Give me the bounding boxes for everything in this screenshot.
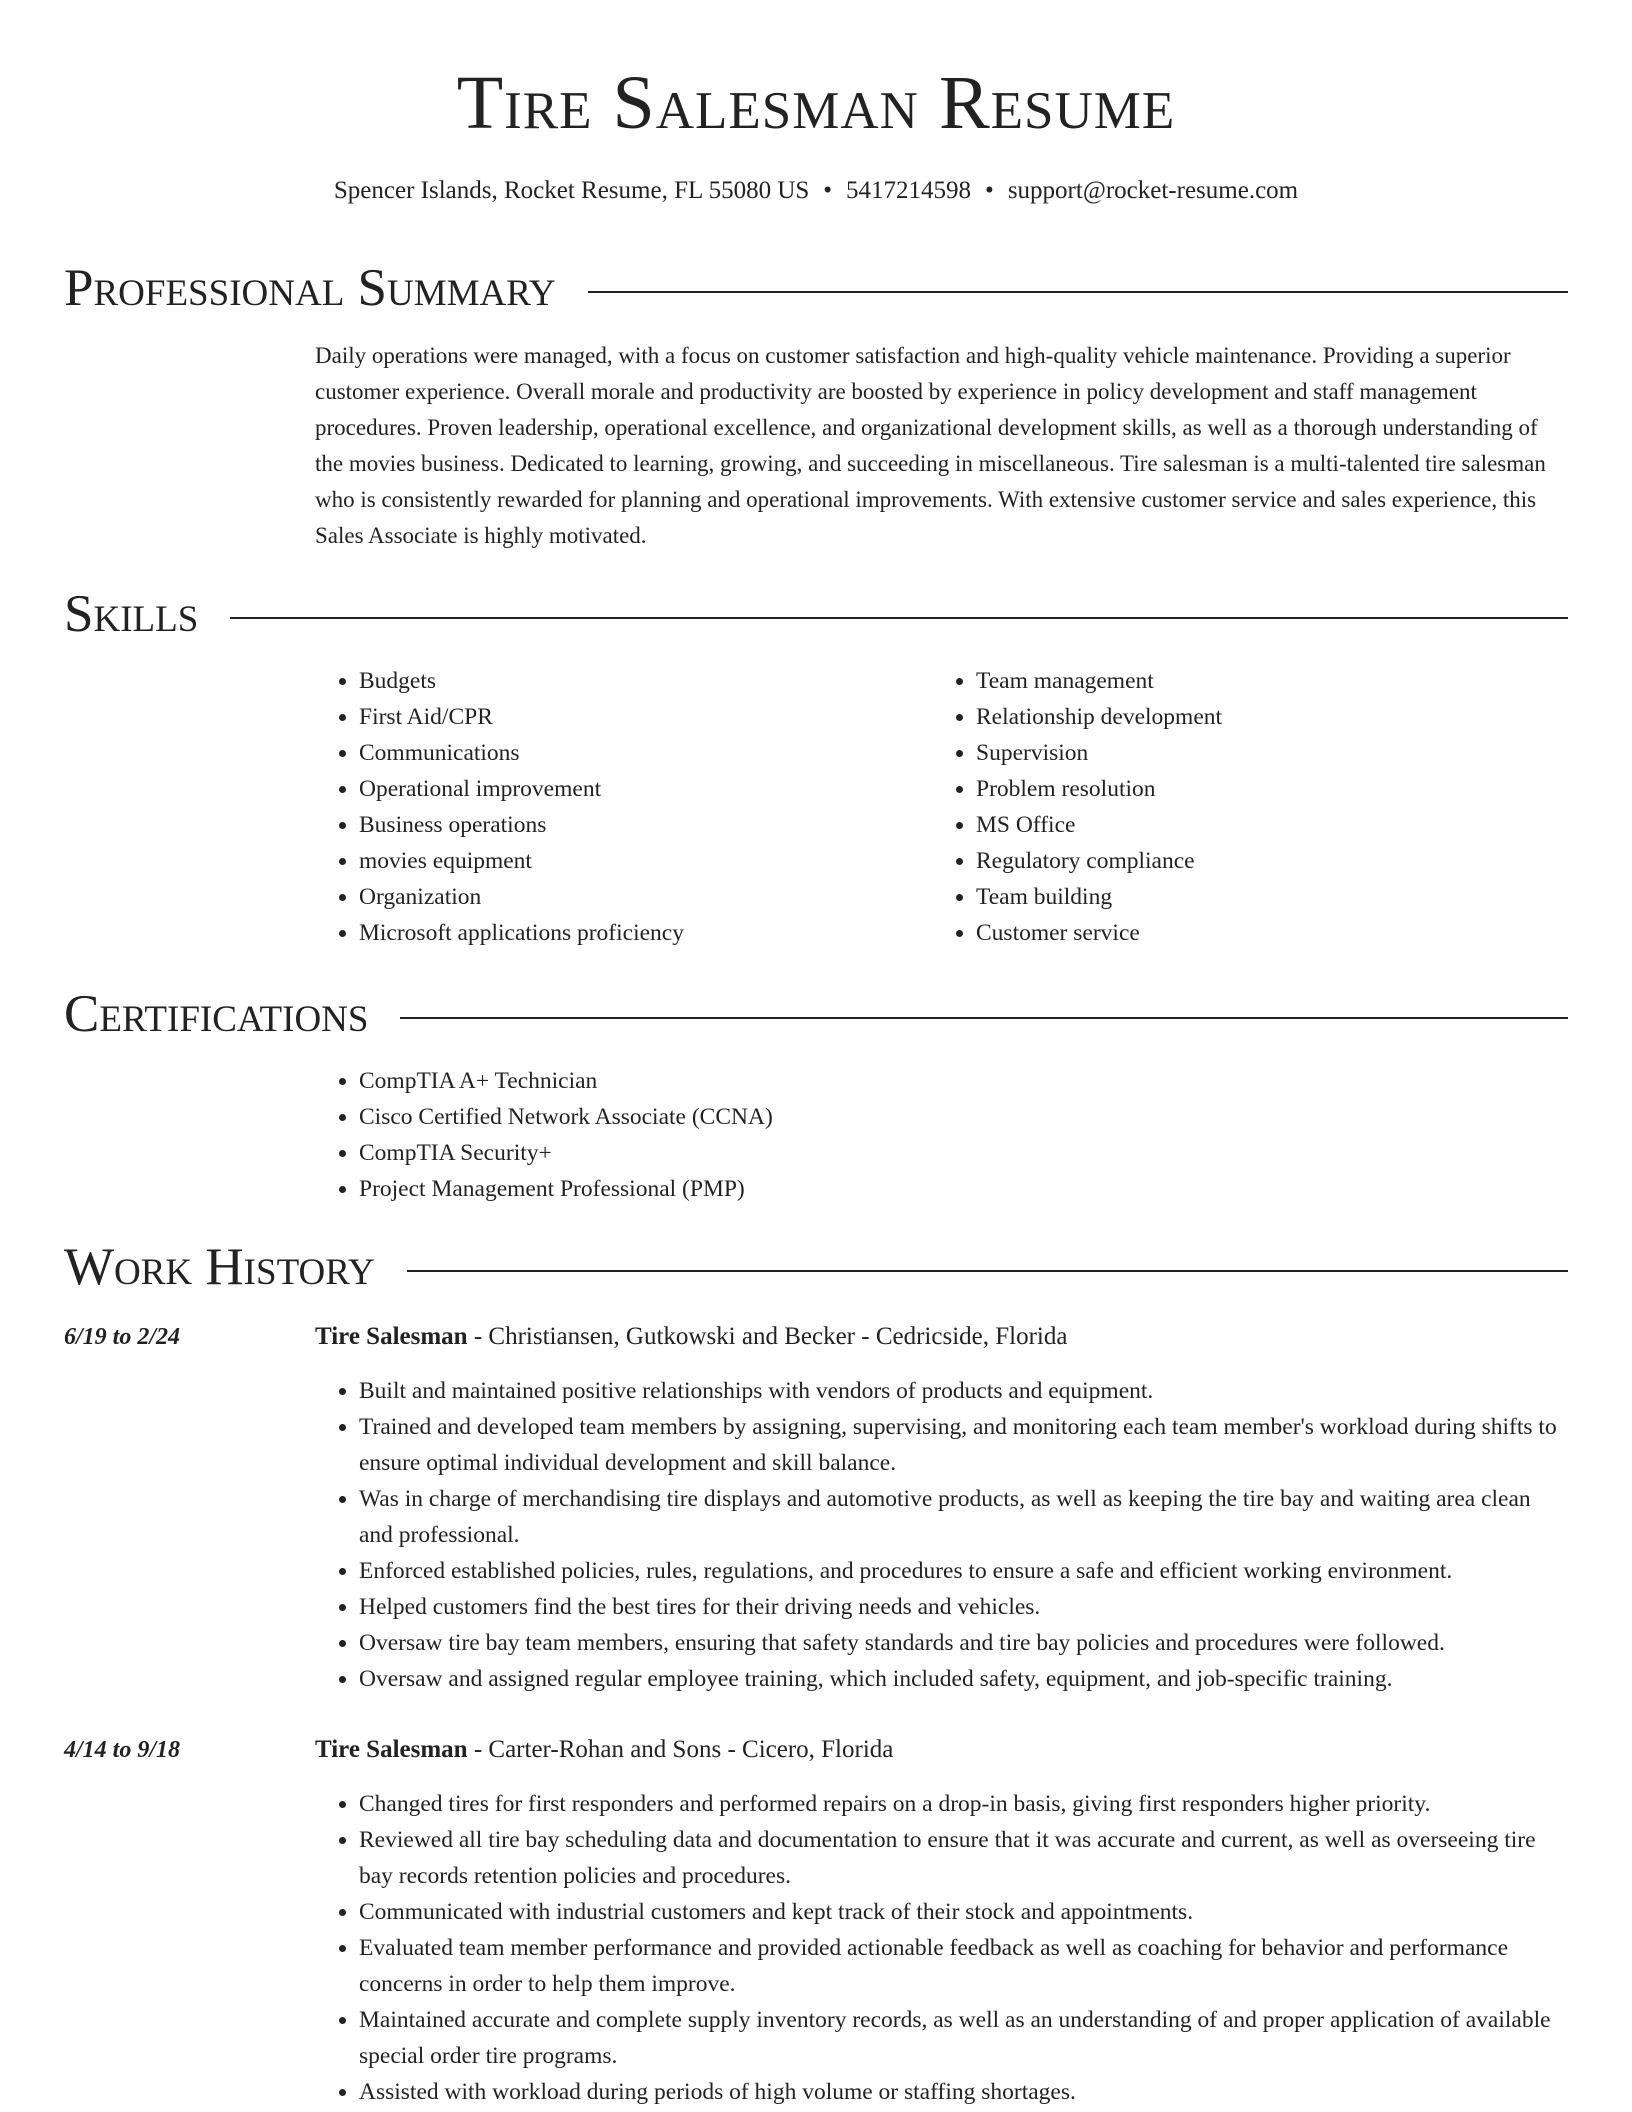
section-divider (588, 291, 1568, 293)
certification-item: • CompTIA A+ Technician (359, 1063, 1215, 1099)
job-bullet: • Maintained accurate and complete supply inventory records, as well as an understanding of and proper application of available special order tire programs. (359, 2002, 1568, 2074)
skill-item: • Customer service (976, 915, 1532, 951)
summary-section-header (64, 257, 1568, 319)
skills-section-header (64, 583, 1568, 645)
job-bullet: • Built and maintained positive relationships with vendors of products and equipment. (359, 1373, 1568, 1409)
certifications-heading: Certifications (64, 985, 369, 1043)
separator-dot: • (985, 177, 994, 204)
skill-item: • Problem resolution (976, 771, 1532, 807)
section-divider (407, 1270, 1568, 1272)
skill-item: • Communications (359, 735, 915, 771)
section-divider (400, 1017, 1568, 1019)
job-bullet: • Changed tires for first responders and performed repairs on a drop-in basis, giving first responders higher priority. (359, 1786, 1568, 1822)
address: Spencer Islands, Rocket Resume, FL 55080 US (333, 177, 810, 204)
skill-item: • Budgets (359, 663, 915, 699)
skill-item: • Supervision (976, 735, 1532, 771)
skills-left-column (315, 663, 915, 951)
job-bullet: • Oversaw tire bay team members, ensuring that safety standards and tire bay policies and procedures were followed. (359, 1625, 1568, 1661)
job-heading (315, 1319, 1568, 1355)
job-bullet: • Assisted with workload during periods of high volume or staffing shortages. (359, 2074, 1568, 2110)
skill-item: • First Aid/CPR (359, 699, 915, 735)
job-bullet: • Trained and developed team members by assigning, supervising, and monitoring each team member's workload during shifts to ensure optimal individual development and skill balance. (359, 1409, 1568, 1481)
email: support@rocket-resume.com (1007, 177, 1299, 204)
job-bullets (315, 1373, 1568, 1697)
skill-item: • Team building (976, 879, 1532, 915)
certifications-list (315, 1063, 1215, 1207)
skill-item: • Business operations (359, 807, 915, 843)
job-employer-location: - Carter-Rohan and Sons - Cicero, Florida (467, 1736, 894, 1763)
summary-text: Daily operations were managed, with a focus on customer satisfaction and high-quality vehicle maintenance. Providing a superior customer experience. Overall morale and productivity are boosted by experience in policy development and staff management procedures. Proven leadership, operational excellence, and organizational development skills, as well as a thorough understanding of the movies business. Dedicated to learning, growing, and succeeding in miscellaneous. Tire salesman is a multi-talented tire salesman who is consistently rewarded for planning and operational improvements. With extensive customer service and sales experience, this Sales Associate is highly motivated. (315, 343, 1546, 548)
phone: 5417214598 (846, 177, 972, 204)
contact-line (0, 174, 1632, 208)
job-bullet: • Was in charge of merchandising tire displays and automotive products, as well as keeping the tire bay and waiting area clean and professional. (359, 1481, 1568, 1553)
job-title: Tire Salesman (315, 1323, 468, 1350)
work-history-heading: Work History (64, 1238, 375, 1296)
skill-item: • Relationship development (976, 699, 1532, 735)
skill-item: • Organization (359, 879, 915, 915)
skill-item: • Regulatory compliance (976, 843, 1532, 879)
summary-heading: Professional Summary (64, 259, 556, 317)
skill-item: • MS Office (976, 807, 1532, 843)
work-history-section-header (64, 1236, 1568, 1298)
certification-item: • Cisco Certified Network Associate (CCNA) (359, 1099, 1215, 1135)
certification-item: • CompTIA Security+ (359, 1135, 1215, 1171)
skills-heading: Skills (64, 585, 199, 643)
skill-item: • Team management (976, 663, 1532, 699)
job-bullet: • Helped customers find the best tires for their driving needs and vehicles. (359, 1589, 1568, 1625)
job-bullet: • Enforced established policies, rules, regulations, and procedures to ensure a safe and efficient working environment. (359, 1553, 1568, 1589)
job-dates: 4/14 to 9/18 (64, 1737, 181, 1763)
separator-dot: • (823, 177, 833, 204)
job-title: Tire Salesman (315, 1736, 468, 1763)
job-bullet: • Reviewed all tire bay scheduling data and documentation to ensure that it was accurate and current, as well as overseeing tire bay records retention policies and procedures. (359, 1822, 1568, 1894)
skill-item: • Operational improvement (359, 771, 915, 807)
job-heading (315, 1732, 1568, 1768)
resume-title: Tire Salesman Resume (456, 61, 1176, 145)
job-employer-location: - Christiansen, Gutkowski and Becker - Cedricside, Florida (467, 1323, 1068, 1350)
certification-item: • Project Management Professional (PMP) (359, 1171, 1215, 1207)
skills-right-column (932, 663, 1532, 951)
job-bullet: • Evaluated team member performance and provided actionable feedback as well as coaching for behavior and performance concerns in order to help them improve. (359, 1930, 1568, 2002)
job-bullet: • Oversaw and assigned regular employee training, which included safety, equipment, and job-specific training. (359, 1661, 1568, 1697)
job-bullet: • Communicated with industrial customers and kept track of their stock and appointments. (359, 1894, 1568, 1930)
section-divider (230, 617, 1568, 619)
job-bullets (315, 1786, 1568, 2110)
skill-item: • movies equipment (359, 843, 915, 879)
skill-item: • Microsoft applications proficiency (359, 915, 915, 951)
job-dates: 6/19 to 2/24 (64, 1324, 181, 1350)
certifications-section-header (64, 983, 1568, 1045)
